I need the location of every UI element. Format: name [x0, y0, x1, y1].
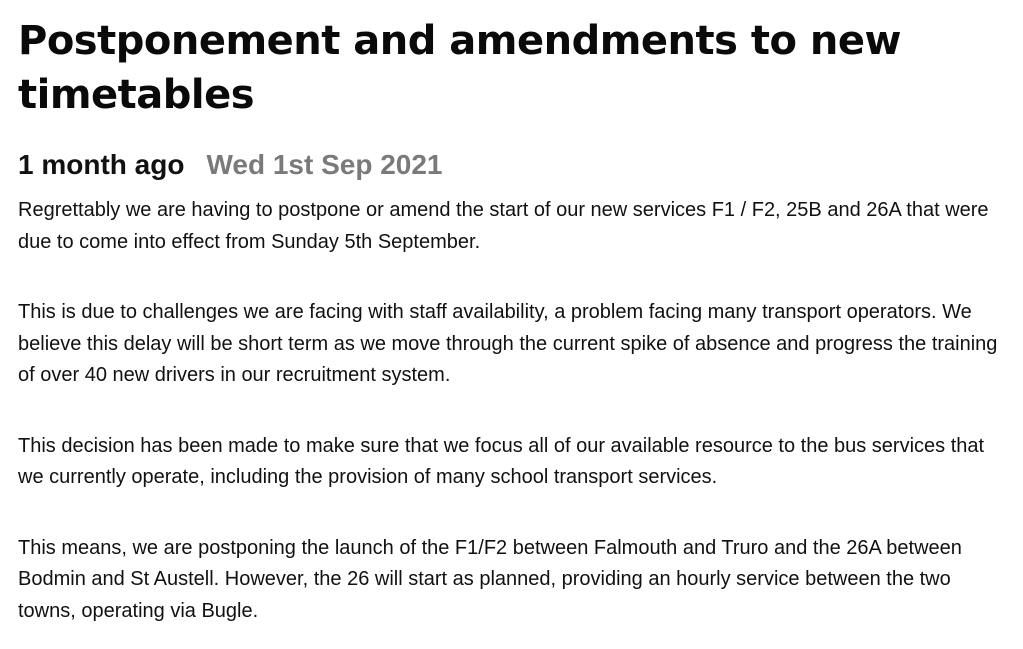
article-paragraph-2: This is due to challenges we are facing with staff availability, a problem facing many transport operators. We believe this delay will be short term as we move through the current spike of absence and progress the training of over 40 new drivers in our recruitment system. — [18, 301, 998, 386]
article-meta — [18, 149, 1008, 179]
article-paragraph-4: This means, we are postponing the launch of the F1/F2 between Falmouth and Truro and the 26A between Bodmin and St Austell. However, the 26 will start as planned, providing an hourly service between the two towns, operating via Bugle. — [18, 536, 962, 622]
article-title: Postponement and amendments to new timetables — [18, 18, 901, 118]
article-paragraph-1: Regrettably we are having to postpone or amend the start of our new services F1 / F2, 25B and 26A that were due to come into effect from Sunday 5th September. — [18, 199, 989, 253]
publish-date: Wed 1st Sep 2021 — [206, 149, 443, 180]
article-body — [18, 195, 1008, 627]
relative-time: 1 month ago — [18, 149, 185, 180]
article-paragraph-3: This decision has been made to make sure that we focus all of our available resource to the bus services that we currently operate, including the provision of many school transport services. — [18, 434, 985, 488]
news-article — [18, 14, 1008, 627]
